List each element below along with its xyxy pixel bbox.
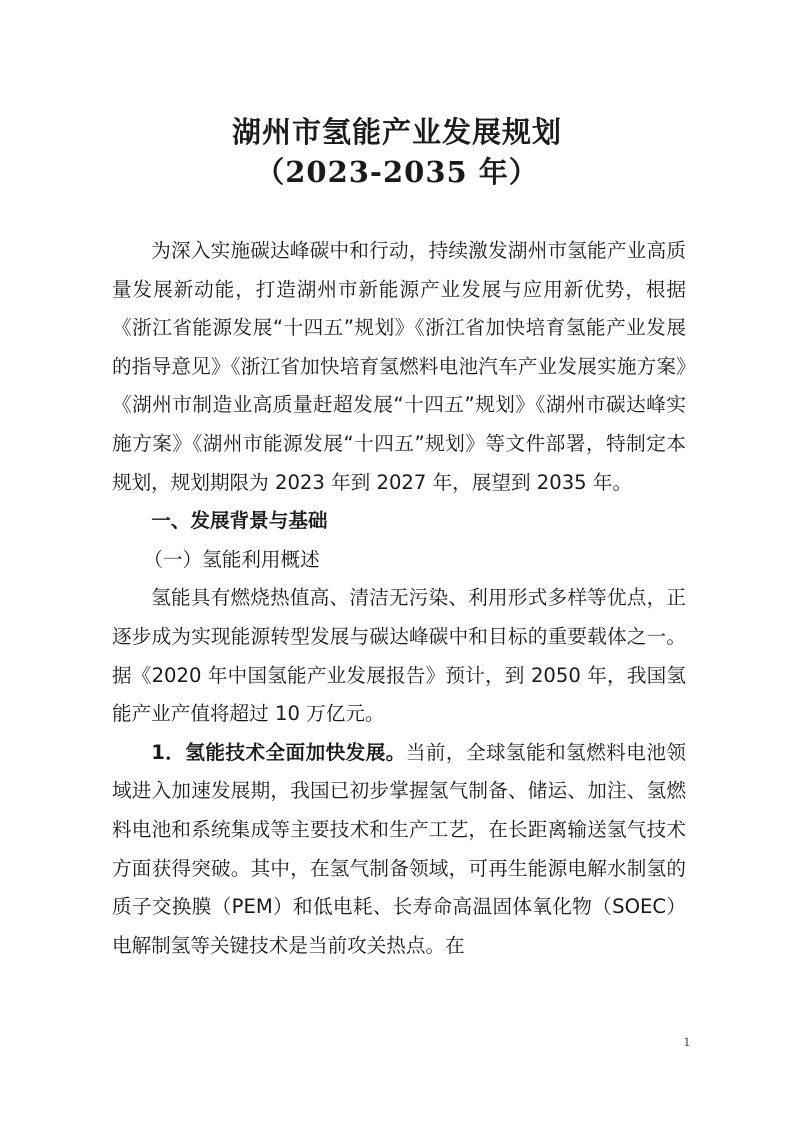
overview-paragraph: 氢能具有燃烧热值高、清洁无污染、利用形式多样等优点，正逐步成为实现能源转型发展与碳达峰碳中和目标的重要载体之一。据《2020 年中国氢能产业发展报告》预计，到 2050 年，我国氢能产业产值将超过 10 万亿元。	[112, 586, 686, 726]
document-body	[112, 232, 686, 965]
section-heading: 一、发展背景与基础	[151, 509, 328, 533]
intro-paragraph: 为深入实施碳达峰碳中和行动，持续激发湖州市氢能产业高质量发展新动能，打造湖州市新能源产业发展与应用新优势，根据《浙江省能源发展“十四五”规划》《浙江省加快培育氢能产业发展的指导意见》《浙江省加快培育氢燃料电池汽车产业发展实施方案》《湖州市制造业高质量赶超发展“十四五”规划》《湖州市碳达峰实施方案》《湖州市能源发展“十四五”规划》等文件部署，特制定本规划，规划期限为 2023 年到 2027 年，展望到 2035 年。	[112, 239, 686, 494]
point-lead: 1．氢能技术全面加快发展。	[151, 740, 406, 764]
subsection-heading: （一）氢能利用概述	[143, 547, 320, 571]
point-paragraph	[112, 734, 686, 966]
document-title: 湖州市氢能产业发展规划	[231, 115, 562, 149]
point-text: 当前，全球氢能和氢燃料电池领域进入加速发展期，我国已初步掌握氢气制备、储运、加注、氢燃料电池和系统集成等主要技术和生产工艺，在长距离输送氢气技术方面获得突破。其中，在氢气制备领域，可再生能源电解水制氢的质子交换膜（PEM）和低电耗、长寿命高温固体氧化物（SOEC）电解制氢等关键技术是当前攻关热点。在	[112, 740, 686, 957]
page-number: 1	[683, 1034, 690, 1049]
document-subtitle: （2023-2035 年）	[255, 155, 539, 189]
